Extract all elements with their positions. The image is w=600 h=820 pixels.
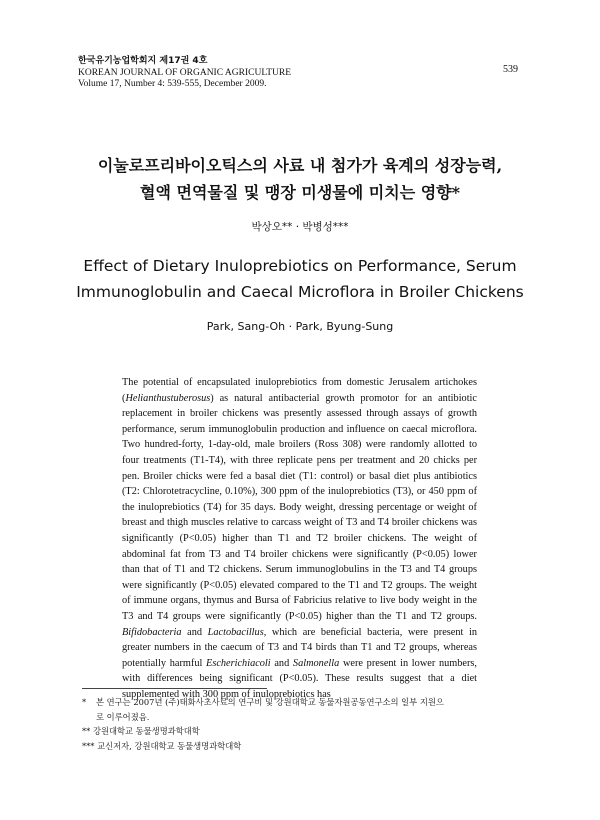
journal-header — [78, 56, 528, 91]
footnote-text: 교신저자, 강원대학교 동물생명과학대학 — [97, 740, 242, 751]
abstract-text: , which are beneficial bacteria, were present in greater numbers in the caecum of T3 and T4 birds than T1 and T2 groups, whereas potentially harmful — [122, 626, 477, 669]
journal-title-english: KOREAN JOURNAL OF ORGANIC AGRICULTURE — [78, 67, 292, 78]
paper-title-english — [40, 253, 560, 305]
footnote-mark: ** — [82, 726, 91, 736]
footnote-corresponding-author — [82, 739, 522, 754]
page-number: 539 — [503, 64, 518, 75]
footnote-text: 강원대학교 동물생명과학대학 — [92, 726, 200, 736]
paper-title-korean — [40, 152, 560, 206]
authors-korean: 박상오** · 박병성*** — [251, 221, 349, 233]
journal-volume-info: Volume 17, Number 4: 539-555, December 2009. — [78, 79, 267, 89]
abstract-text: were present in lower numbers, with differences being significant (P<0.05). These results suggest that a diet supplemented with 300 ppm of inuloprebiotics has — [122, 657, 477, 700]
scientific-name: Bifidobacteria — [122, 626, 182, 638]
footnote-text-continued: 로 이루어졌음. — [96, 711, 150, 722]
abstract-text: and — [270, 657, 293, 669]
scientific-name: Helianthustuberosus — [125, 392, 211, 404]
abstract-paragraph — [122, 375, 477, 702]
scientific-name: Escherichiacoli — [206, 657, 271, 669]
footnote-mark: * — [82, 697, 87, 707]
title-en-line-2: Immunoglobulin and Caecal Microflora in Broiler Chickens — [76, 283, 524, 301]
authors-english: Park, Sang-Oh · Park, Byung-Sung — [206, 320, 394, 333]
scientific-name: Lactobacillus — [207, 626, 264, 638]
title-ko-line-2: 혈액 면역물질 및 맹장 미생물에 미치는 영향* — [140, 183, 460, 202]
scientific-name: Salmonella — [292, 657, 340, 669]
title-ko-line-1: 이눌로프리바이오틱스의 사료 내 첨가가 육계의 성장능력, — [97, 156, 503, 175]
abstract-text: The potential of encapsulated inuloprebiotics from domestic Jerusalem artichokes ( — [122, 377, 477, 404]
footnote-text: 본 연구는 2007년 (주)태화사초사료의 연구비 및 강원대학교 동물자원공동연구소의 일부 지원으 — [96, 697, 444, 707]
footnote-mark: *** — [82, 740, 95, 751]
footnote-affiliation — [82, 724, 522, 739]
abstract-text: and — [181, 626, 208, 638]
abstract-text: ) as natural antibacterial growth promotor for an antibiotic replacement in broiler chickens was presently assessed through assays of growth performance, serum immunoglobulin production and influence on caecal microflora. Two hundred-forty, 1-day-old, male broilers (Ross 308) were randomly allotted to four treatments (T1-T4), with three replicate pens per treatment and 20 chicks per pen. Broiler chicks were fed a basal diet (T1: control) or basal diet plus antibiotics (T2: Chlorotetracycline, 0.10%), 300 ppm of the inuloprebiotics (T3), or 450 ppm of the inuloprebiotics (T4) for 35 days. Body weight, dressing percentage or weight of breast and thigh muscles relative to carcass weight of T3 and T4 broiler chickens was significantly (P<0.05) higher than T1 and T2 broiler chickens. The weight of abdominal fat from T3 and T4 broiler chickens were significantly (P<0.05) lower than that of T1 and T2 chickens. Serum immunoglobulins in the T3 and T4 groups were significantly (P<0.05) elevated compared to the T1 and T2 groups. The weight of immune organs, thymus and Bursa of Fabricius relative to live body weight in the T3 and T4 groups were significantly (P<0.05) higher than the T1 and T2 groups. — [122, 392, 477, 622]
footnotes — [82, 695, 522, 753]
footnote-divider — [82, 688, 267, 689]
journal-title-korean: 한국유기농업학회지 제17권 4호 — [78, 56, 208, 66]
footnote-funding — [82, 695, 522, 724]
title-en-line-1: Effect of Dietary Inuloprebiotics on Performance, Serum — [83, 257, 517, 275]
